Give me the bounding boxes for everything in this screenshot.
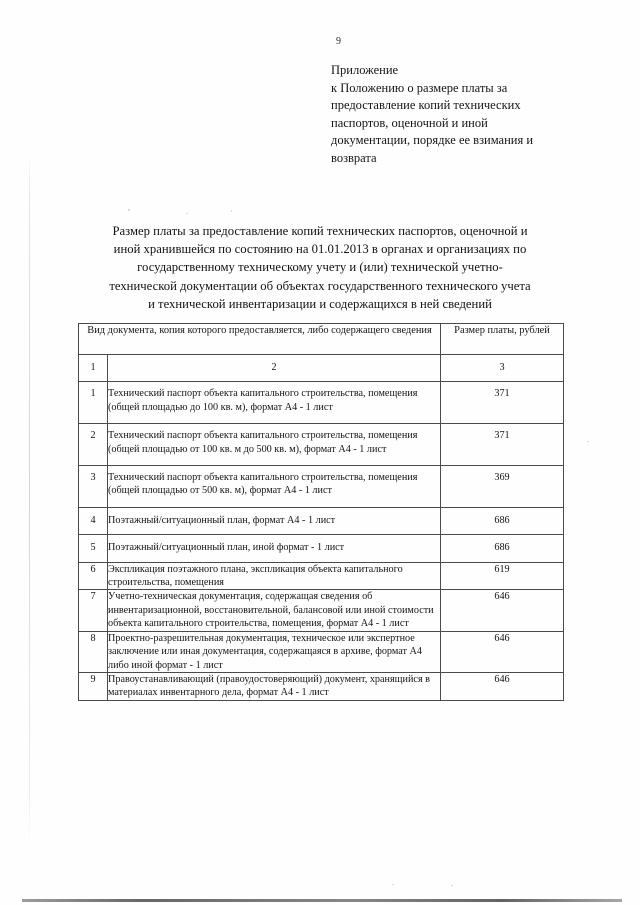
row-description: Поэтажный/ситуационный план, иной формат - 1 лист xyxy=(108,535,441,562)
column-number-3: 3 xyxy=(441,355,564,382)
column-header-description: Вид документа, копия которого предоставляется, либо содержащего сведения xyxy=(79,324,441,355)
row-number: 2 xyxy=(79,424,108,466)
table-row xyxy=(79,672,564,700)
title-line: Размер платы за предоставление копий технических паспортов, оценочной и xyxy=(112,224,528,238)
scan-speck xyxy=(392,884,394,885)
column-number-2: 2 xyxy=(108,355,441,382)
row-number: 8 xyxy=(79,631,108,672)
scan-speck xyxy=(231,210,232,212)
row-fee: 686 xyxy=(441,535,564,562)
row-description: Поэтажный/ситуационный план, формат А4 - 1 лист xyxy=(108,507,441,534)
row-fee: 646 xyxy=(441,672,564,700)
title-line: и технической инвентаризации и содержащихся в ней сведений xyxy=(148,296,492,311)
addressee-block xyxy=(331,62,571,168)
row-number: 1 xyxy=(79,382,108,424)
scan-edge-artifact-bottom xyxy=(22,899,622,902)
table-row xyxy=(79,466,564,508)
row-description: Правоустанавливающий (правоудостоверяющий) документ, хранящийся в материалах инвентарного дела, формат А4 - 1 лист xyxy=(108,672,441,700)
row-fee: 371 xyxy=(441,424,564,466)
addressee-line: к Положению о размере платы за xyxy=(331,80,508,95)
scan-speck xyxy=(186,213,188,214)
row-description: Проектно-разрешительная документация, техническое или экспертное заключение или иная документация, содержащаяся в архиве, формат А4 либо иной формат - 1 лист xyxy=(108,631,441,672)
row-number: 7 xyxy=(79,590,108,631)
row-number: 9 xyxy=(79,672,108,700)
scan-speck xyxy=(128,209,130,211)
table-row xyxy=(79,382,564,424)
page-number: 9 xyxy=(336,36,341,47)
table-row xyxy=(79,507,564,534)
row-description: Технический паспорт объекта капитального строительства, помещения (общей площадью от 100 кв. м до 500 кв. м), формат А4 - 1 лист xyxy=(108,424,441,466)
row-number: 3 xyxy=(79,466,108,508)
table-row xyxy=(79,562,564,590)
row-fee: 371 xyxy=(441,382,564,424)
scan-speck xyxy=(451,885,453,886)
row-fee: 646 xyxy=(441,590,564,631)
title-line: технической документации об объектах государственного технического учета xyxy=(109,278,531,293)
addressee-line: документации, порядке ее взимания и xyxy=(331,133,534,148)
row-description: Технический паспорт объекта капитального строительства, помещения (общей площадью от 500 кв. м), формат А4 - 1 лист xyxy=(108,466,441,508)
table-row xyxy=(79,424,564,466)
table-row xyxy=(79,590,564,631)
row-fee: 619 xyxy=(441,562,564,590)
row-description: Технический паспорт объекта капитального строительства, помещения (общей площадью до 100 кв. м), формат А4 - 1 лист xyxy=(108,382,441,424)
scan-edge-artifact-left xyxy=(29,150,30,850)
table-row xyxy=(79,535,564,562)
title-line: иной хранившейся по состоянию на 01.01.2013 в органах и организациях по xyxy=(113,242,527,257)
row-description: Экспликация поэтажного плана, экспликация объекта капитального строительства, помещения xyxy=(108,562,441,590)
table-column-number-row xyxy=(79,355,564,382)
addressee-line: Приложение xyxy=(331,63,399,77)
row-number: 6 xyxy=(79,562,108,590)
table-header-row xyxy=(79,324,564,355)
fee-schedule-table xyxy=(78,323,564,701)
column-number-1: 1 xyxy=(79,355,108,382)
addressee-line: предоставление копий технических xyxy=(331,98,521,113)
row-fee: 686 xyxy=(441,507,564,534)
scan-speck xyxy=(587,441,589,442)
document-title xyxy=(66,222,574,313)
addressee-line: паспортов, оценочной и иной xyxy=(331,115,488,130)
row-number: 5 xyxy=(79,535,108,562)
addressee-line: возврата xyxy=(331,150,377,165)
row-fee: 369 xyxy=(441,466,564,508)
column-header-fee: Размер платы, рублей xyxy=(441,324,564,355)
row-description: Учетно-техническая документация, содержащая сведения об инвентаризационной, восстановительной, балансовой или иной стоимости объекта капитального строительства, помещения, формат А4 - 1 лист xyxy=(108,590,441,631)
table-row xyxy=(79,631,564,672)
row-fee: 646 xyxy=(441,631,564,672)
row-number: 4 xyxy=(79,507,108,534)
title-line: государственному техническому учету и (или) технической учетно- xyxy=(137,260,503,275)
